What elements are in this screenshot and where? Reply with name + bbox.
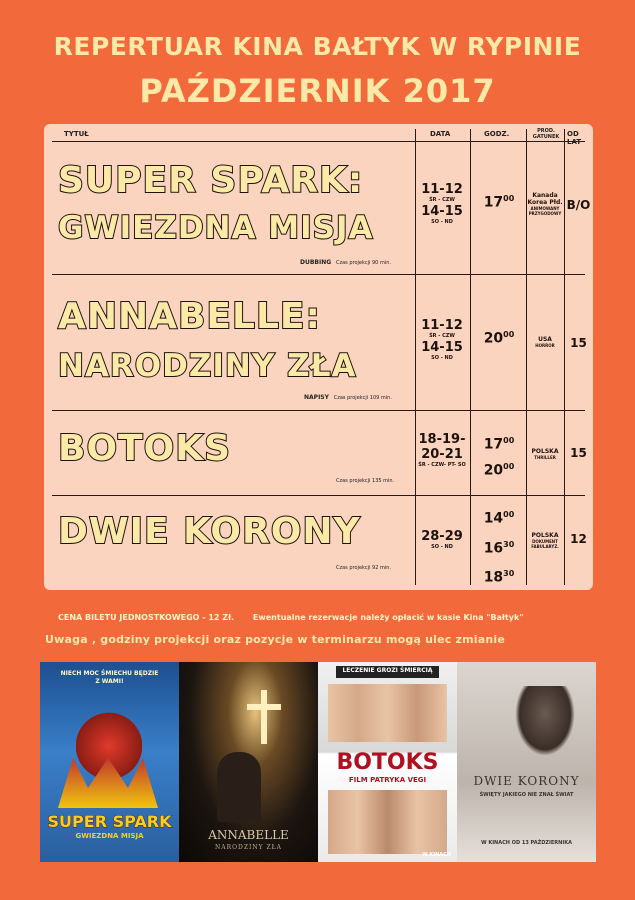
movie-duration: Czas projekcji 90 min. xyxy=(335,260,391,266)
movie-version: NAPISY xyxy=(304,394,329,401)
poster-cross-horizontal xyxy=(247,704,281,710)
movie-title-line2: GWIEZDNA MISJA xyxy=(58,210,374,246)
poster-banner: LECZENIE GROZI ŚMIERCIĄ xyxy=(342,667,433,674)
showtime-minute: 00 xyxy=(503,194,515,203)
showtime-hour: 16 xyxy=(483,540,504,557)
age-rating: 12 xyxy=(570,532,587,546)
date-days: SO - ND xyxy=(431,355,453,361)
country: POLSKA xyxy=(531,448,559,455)
page-subtitle: PAŹDZIERNIK 2017 xyxy=(139,72,496,110)
movie-dates xyxy=(416,318,468,362)
date-range: 11-12 xyxy=(421,318,463,333)
genre: ANIMOWANY PRZYGODOWY xyxy=(528,206,562,216)
poster-figure xyxy=(217,752,261,822)
poster-footer: W KINACH xyxy=(422,852,451,858)
showtime-minute: 00 xyxy=(503,436,515,445)
movie-note xyxy=(336,478,394,484)
poster-tagline: NIECH MOC ŚMIECHU BĘDZIE Z WAMI! xyxy=(60,670,159,685)
date-days: SO - ND xyxy=(431,219,453,225)
movie-title-line2: NARODZINY ZŁA xyxy=(58,348,357,384)
showtime xyxy=(472,194,526,211)
poster-cross-vertical xyxy=(261,690,267,744)
ticket-info xyxy=(58,613,539,622)
showtime xyxy=(472,532,526,562)
date-range: 14-15 xyxy=(421,204,463,219)
age-rating: 15 xyxy=(570,336,587,350)
production xyxy=(526,336,564,348)
poster-footer: W KINACH OD 13 PAŹDZIERNIKA xyxy=(481,840,572,846)
showtime-hour: 20 xyxy=(483,330,504,347)
date-range: 11-12 xyxy=(421,182,463,197)
country: POLSKA xyxy=(531,532,559,539)
header-date: DATA xyxy=(430,130,451,138)
movie-title-line1: ANNABELLE: xyxy=(58,296,321,337)
reservation-note: Ewentualne rezerwacje należy opłacić w kasie Kina "Bałtyk" xyxy=(252,613,524,622)
showtime-hour: 20 xyxy=(483,462,504,479)
showtimes xyxy=(472,430,526,481)
header-prod-label: PROD. xyxy=(537,128,555,134)
row-divider xyxy=(52,495,585,496)
date-range: 18-19- xyxy=(418,432,466,447)
movie-dates xyxy=(416,432,468,469)
country: Kanada Korea Płd. xyxy=(527,192,563,206)
header-time: GODZ. xyxy=(484,130,510,138)
date-range: 28-29 xyxy=(421,529,463,544)
poster-title: ANNABELLE xyxy=(208,828,289,842)
row-divider xyxy=(52,141,585,142)
poster-super-spark xyxy=(40,662,179,862)
poster-title: DWIE KORONY xyxy=(473,774,580,788)
movie-title-line1: SUPER SPARK: xyxy=(58,160,364,201)
page-title: REPERTUAR KINA BAŁTYK W RYPINIE xyxy=(53,32,582,61)
movie-note xyxy=(300,259,391,266)
movie-title-line1: DWIE KORONY xyxy=(58,511,361,552)
poster-strip xyxy=(40,662,596,862)
poster-byline: FILM PATRYKA VEGI xyxy=(348,776,427,784)
movie-duration: Czas projekcji 109 min. xyxy=(333,395,392,401)
showtime xyxy=(472,430,526,456)
showtime-hour: 17 xyxy=(483,436,504,453)
showtime xyxy=(472,502,526,532)
poster-dwie-korony xyxy=(457,662,596,862)
ticket-price: CENA BILETU JEDNOSTKOWEGO - 12 Zł. xyxy=(58,613,235,622)
poster-annabelle xyxy=(179,662,318,862)
schedule-table xyxy=(44,124,593,590)
poster-botoks xyxy=(318,662,457,862)
date-days: SO - ND xyxy=(431,544,453,550)
date-range: 14-15 xyxy=(421,340,463,355)
showtime xyxy=(472,330,526,347)
showtime-minute: 30 xyxy=(503,539,515,549)
schedule-warning: Uwaga , godziny projekcji oraz pozycje w terminarzu mogą ulec zmianie xyxy=(45,633,506,646)
movie-version: DUBBING xyxy=(300,259,332,266)
poster-subtitle: ŚWIĘTY JAKIEGO NIE ZNAŁ ŚWIAT xyxy=(479,792,574,798)
movie-duration: Czas projekcji 92 min. xyxy=(336,565,391,571)
showtime-hour: 17 xyxy=(483,194,504,211)
production xyxy=(526,532,564,549)
poster-title: SUPER SPARK xyxy=(47,812,172,831)
date-days: ŚR - CZW xyxy=(429,333,455,339)
poster-crown-shape xyxy=(58,758,158,808)
date-days: ŚR - CZW xyxy=(429,197,455,203)
column-divider xyxy=(470,129,471,585)
poster-figure xyxy=(515,686,575,756)
row-divider xyxy=(52,274,585,275)
age-rating: B/O xyxy=(566,198,591,212)
production xyxy=(526,192,564,216)
movie-dates xyxy=(416,182,468,226)
header-genre-label: GATUNEK xyxy=(532,134,560,140)
genre: HORROR xyxy=(535,343,555,348)
poster-subtitle: NARODZINY ZŁA xyxy=(214,844,282,851)
movie-duration: Czas projekcji 135 min. xyxy=(336,478,395,484)
showtime-minute: 00 xyxy=(503,330,515,339)
movie-dates xyxy=(416,529,468,551)
showtime-minute: 30 xyxy=(503,569,515,579)
production xyxy=(526,448,564,460)
header-age: OD LAT xyxy=(567,130,582,146)
showtime-minute: 00 xyxy=(503,461,515,471)
poster-subtitle: GWIEZDNA MISJA xyxy=(75,832,144,840)
date-days: ŚR - CZW- PT- SO xyxy=(418,462,466,468)
movie-note xyxy=(304,394,392,401)
genre: DOKUMENT FABULARYZ. xyxy=(531,539,559,549)
header-prod xyxy=(528,128,564,140)
movie-note xyxy=(336,565,391,571)
showtime-hour: 18 xyxy=(483,569,504,586)
showtime-minute: 00 xyxy=(503,510,515,519)
showtime xyxy=(472,561,526,590)
movie-title-line1: BOTOKS xyxy=(58,428,232,469)
poster-title: BOTOKS xyxy=(336,750,439,775)
genre: THRILLER xyxy=(534,455,556,460)
poster-faces-top xyxy=(328,684,447,742)
showtimes xyxy=(472,502,526,590)
age-rating: 15 xyxy=(570,446,587,460)
poster-faces-bottom xyxy=(328,790,447,854)
country: USA xyxy=(538,336,552,343)
showtime-hour: 14 xyxy=(483,510,504,527)
header-title: TYTUŁ xyxy=(64,130,89,138)
date-range: 20-21 xyxy=(421,447,463,462)
row-divider xyxy=(52,410,585,411)
showtime xyxy=(472,456,526,482)
